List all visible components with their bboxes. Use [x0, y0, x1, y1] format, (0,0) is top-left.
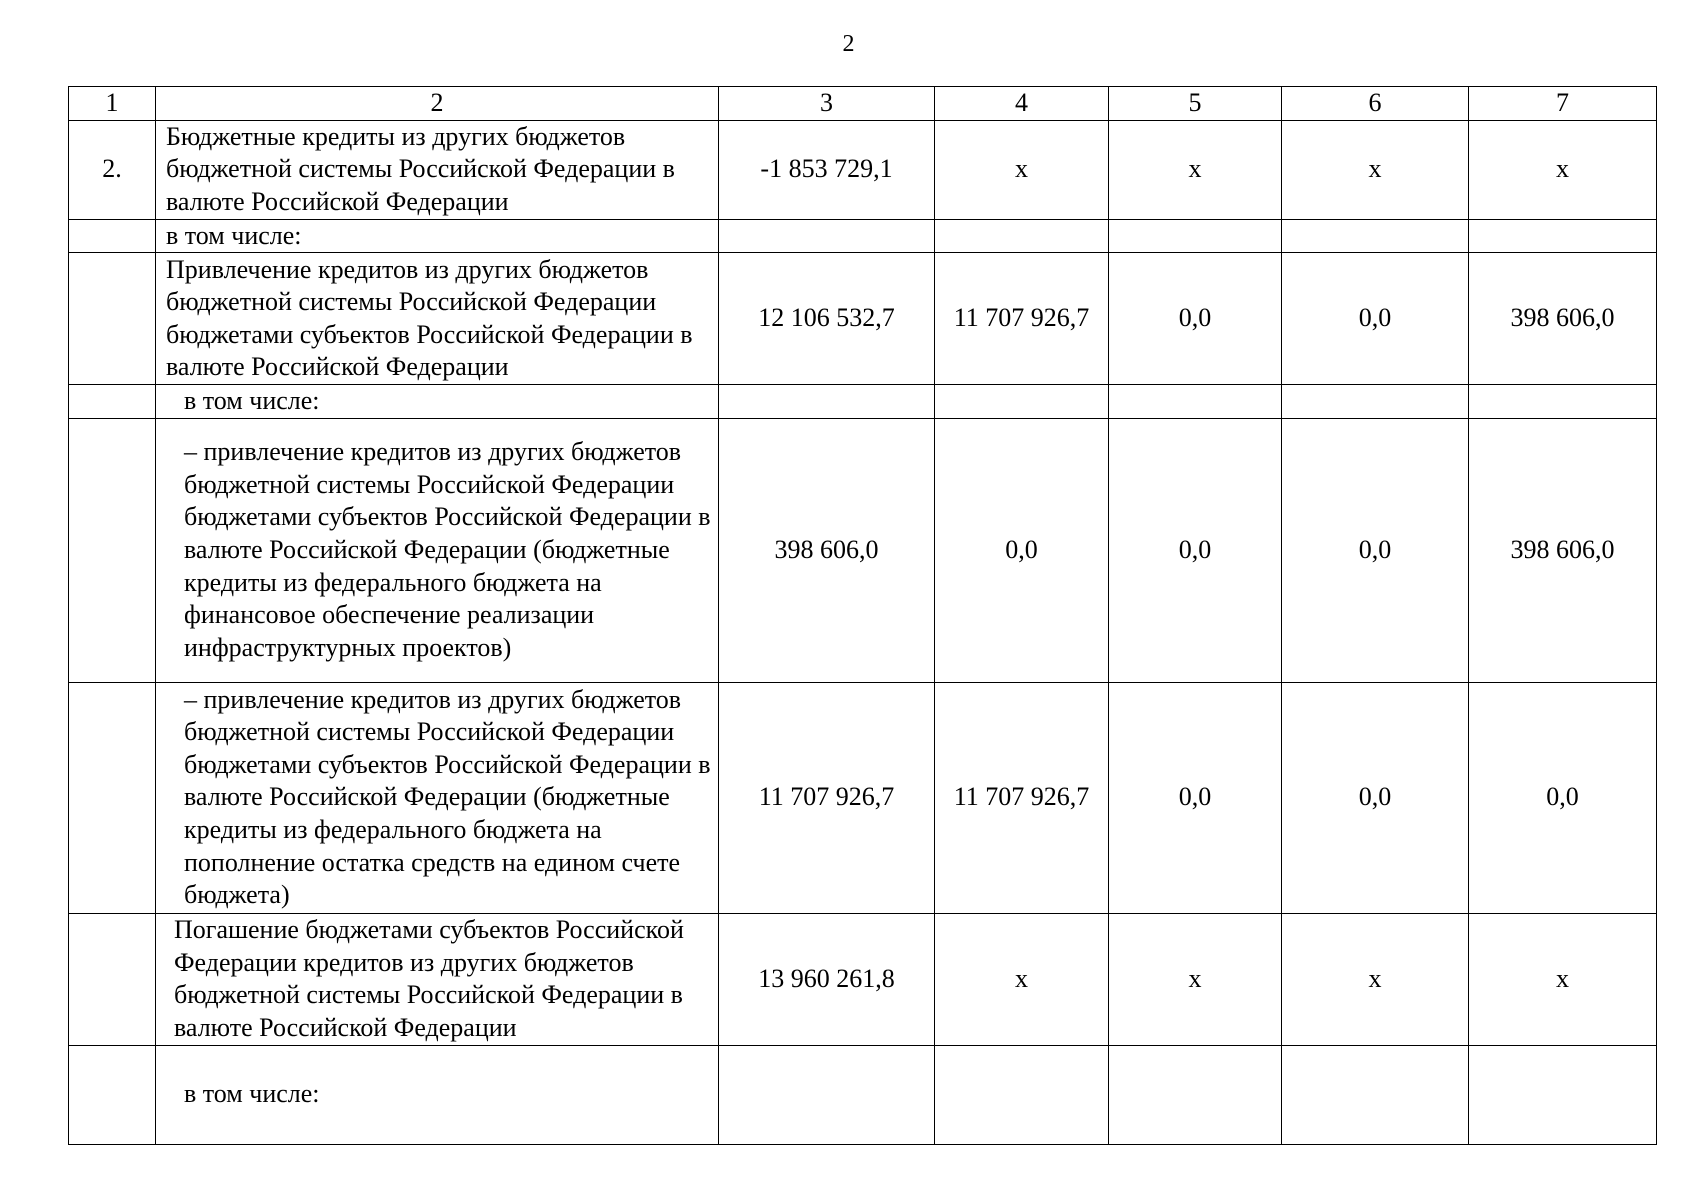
- row-value: [719, 219, 935, 253]
- row-value: х: [1109, 913, 1282, 1045]
- table-row: [69, 913, 1657, 1045]
- row-description: Привлечение кредитов из других бюджетов бюджетной системы Российской Федерации бюджетами субъектов Российской Федерации в валюте Российской Федерации: [156, 253, 719, 385]
- row-value: 0,0: [1469, 682, 1657, 913]
- row-value: [719, 385, 935, 419]
- row-number: [69, 1045, 156, 1144]
- row-value: 11 707 926,7: [719, 682, 935, 913]
- row-value: х: [1469, 913, 1657, 1045]
- table-row: [69, 219, 1657, 253]
- row-number: [69, 219, 156, 253]
- row-value: 0,0: [1282, 418, 1469, 682]
- column-header: 6: [1282, 87, 1469, 121]
- page-number: 2: [842, 31, 855, 57]
- row-value: -1 853 729,1: [719, 120, 935, 219]
- row-value: 12 106 532,7: [719, 253, 935, 385]
- table-row: [69, 385, 1657, 419]
- row-value: х: [1282, 120, 1469, 219]
- row-description: в том числе:: [156, 385, 719, 419]
- column-header: 2: [156, 87, 719, 121]
- row-value: х: [1109, 120, 1282, 219]
- row-value: 0,0: [935, 418, 1109, 682]
- row-value: 398 606,0: [1469, 253, 1657, 385]
- row-value: х: [935, 913, 1109, 1045]
- row-number: [69, 418, 156, 682]
- row-description: в том числе:: [156, 1045, 719, 1144]
- column-header: 3: [719, 87, 935, 121]
- column-header: 4: [935, 87, 1109, 121]
- row-description: – привлечение кредитов из других бюджетов бюджетной системы Российской Федерации бюджетами субъектов Российской Федерации в валюте Российской Федерации (бюджетные кредиты из федерального бюджета на пополнение остатка средств на едином счете бюджета): [156, 682, 719, 913]
- row-value: [1109, 219, 1282, 253]
- row-number: [69, 385, 156, 419]
- row-value: [1109, 385, 1282, 419]
- row-value: [719, 1045, 935, 1144]
- row-value: 0,0: [1282, 253, 1469, 385]
- row-value: [1282, 219, 1469, 253]
- row-value: 0,0: [1109, 253, 1282, 385]
- budget-sources-table: [68, 86, 1657, 1145]
- row-value: 13 960 261,8: [719, 913, 935, 1045]
- table-row: [69, 120, 1657, 219]
- row-value: 398 606,0: [1469, 418, 1657, 682]
- row-value: х: [1469, 120, 1657, 219]
- row-value: х: [1282, 913, 1469, 1045]
- table-row: [69, 1045, 1657, 1144]
- row-value: [1282, 1045, 1469, 1144]
- table-row: [69, 418, 1657, 682]
- row-value: [935, 1045, 1109, 1144]
- row-value: [1109, 1045, 1282, 1144]
- row-value: [935, 385, 1109, 419]
- row-description: в том числе:: [156, 219, 719, 253]
- row-value: [935, 219, 1109, 253]
- row-number: [69, 682, 156, 913]
- column-header: 5: [1109, 87, 1282, 121]
- table-header-row: [69, 87, 1657, 121]
- row-value: [1469, 1045, 1657, 1144]
- row-value: [1469, 385, 1657, 419]
- table-row: [69, 253, 1657, 385]
- row-value: 0,0: [1109, 418, 1282, 682]
- row-number: [69, 913, 156, 1045]
- row-number: 2.: [69, 120, 156, 219]
- row-value: 11 707 926,7: [935, 682, 1109, 913]
- row-number: [69, 253, 156, 385]
- row-value: х: [935, 120, 1109, 219]
- row-value: 398 606,0: [719, 418, 935, 682]
- row-value: [1282, 385, 1469, 419]
- row-value: 11 707 926,7: [935, 253, 1109, 385]
- column-header: 1: [69, 87, 156, 121]
- column-header: 7: [1469, 87, 1657, 121]
- row-description: – привлечение кредитов из других бюджетов бюджетной системы Российской Федерации бюджетами субъектов Российской Федерации в валюте Российской Федерации (бюджетные кредиты из федерального бюджета на финансовое обеспечение реализации инфраструктурных проектов): [156, 418, 719, 682]
- row-value: 0,0: [1109, 682, 1282, 913]
- table-row: [69, 682, 1657, 913]
- row-value: 0,0: [1282, 682, 1469, 913]
- row-description: Погашение бюджетами субъектов Российской Федерации кредитов из других бюджетов бюджетной системы Российской Федерации в валюте Российской Федерации: [156, 913, 719, 1045]
- row-value: [1469, 219, 1657, 253]
- row-description: Бюджетные кредиты из других бюджетов бюджетной системы Российской Федерации в валюте Российской Федерации: [156, 120, 719, 219]
